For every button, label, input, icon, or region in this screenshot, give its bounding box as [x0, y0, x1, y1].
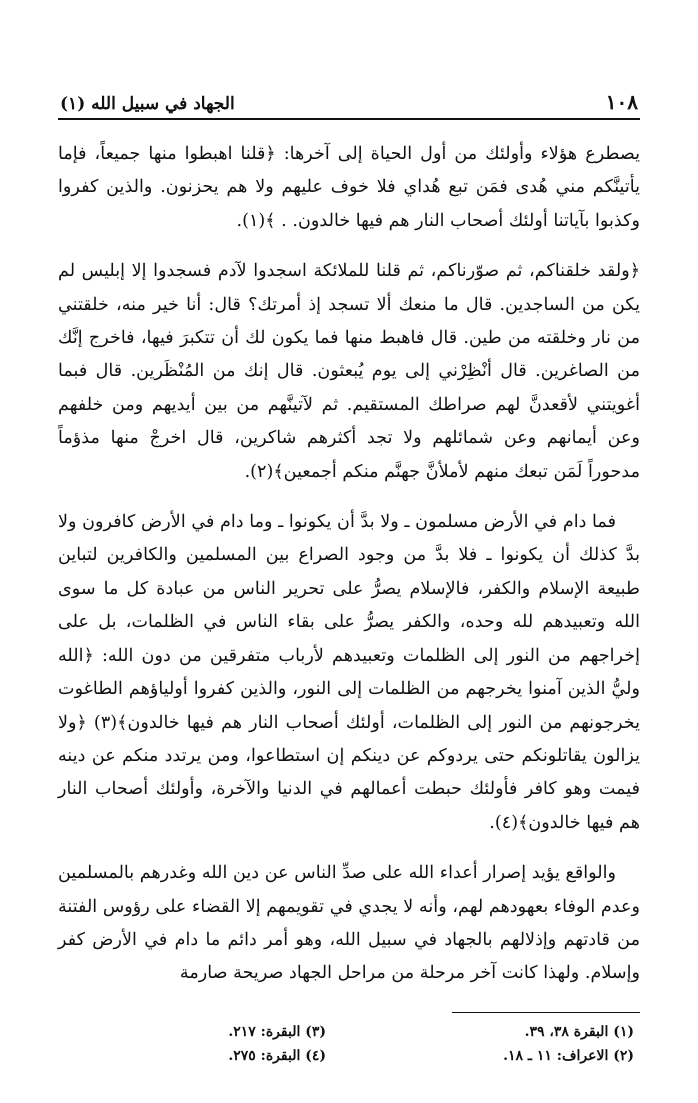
footnote: (١) البقرة ٣٨، ٣٩. — [524, 1023, 634, 1040]
running-header — [58, 86, 640, 120]
page-number: ١٠٨ — [605, 90, 638, 114]
paragraph: يصطرع هؤلاء وأولئك من أول الحياة إلى آخرها: ﴿قلنا اهبطوا منها جميعاً، فإما يأتينَّكم مني هُدى فمَن تبع هُداي فلا خوف عليهم ولا هم يحزنون. والذين كفروا وكذبوا بآياتنا أولئك أصحاب النار هم فيها خالدون. . ﴾(١). — [58, 144, 640, 231]
footnote: (٣) البقرة: ٢١٧. — [228, 1023, 326, 1040]
footnote: (٢) الاعراف: ١١ ـ ١٨. — [503, 1047, 634, 1064]
book-page — [58, 86, 640, 1067]
paragraph: والواقع يؤيد إصرار أعداء الله على صدِّ الناس عن دين الله وغدرهم بالمسلمين وعدم الوفاء بعهودهم لهم، وأنه لا يجدي في تقويمهم إلا القضاء على رؤوس الفتنة من قادتهم وإذلالهم بالجهاد في سبيل الله، وهو أمر دائم ما دام في الأرض كفر وإسلام. ولهذا كانت آخر مرحلة من مراحل الجهاد صريحة صارمة — [58, 863, 640, 984]
footnote-divider-wrap — [58, 1008, 640, 1013]
paragraph: فما دام في الأرض مسلمون ـ ولا بدَّ أن يكونوا ـ وما دام في الأرض كافرون ولا بدَّ كذلك أن يكونوا ـ فلا بدَّ من وجود الصراع بين المسلمين والكافرين لتباين طبيعة الإسلام والكفر، فالإسلام يصرُّ على تحرير الناس من عبادة كل ما سوى الله وتعبيدهم لله وحده، والكفر يصرُّ على بقاء الناس في الظلمات، بل على إخراجهم من النور إلى الظلمات وتعبيدهم لأرباب متفرقين من دون الله: ﴿الله وليُّ الذين آمنوا يخرجهم من الظلمات إلى النور، والذين كفروا أولياؤهم الطاغوت يخرجونهم من النور إلى الظلمات، أولئك أصحاب النار هم فيها خالدون﴾(٣) ﴿ولا يزالون يقاتلونكم حتى يردوكم عن دينكم إن استطاعوا، ومن يرتدد منكم عن دينه فيمت وهو كافر فأولئك حبطت أعمالهم في الدنيا والآخرة، وأولئك أصحاب النار هم فيها خالدون﴾(٤). — [58, 512, 641, 833]
page-body — [58, 138, 640, 991]
footnote-divider — [452, 1012, 640, 1013]
paragraph: ﴿ولقد خلقناكم، ثم صوّرناكم، ثم قلنا للملائكة اسجدوا لآدم فسجدوا إلا إبليس لم يكن من الساجدين. قال ما منعك ألا تسجد إذ أمرتك؟ قال: أنا خير منه، خلقتني من نار وخلقته من طين. قال فاهبط منها فما يكون لك أن تتكبرَ فيها، فاخرج إنَّك من الصاغرين. قال أنْظِرْني إلى يوم يُبعثون. قال إنك من المُنْظَرين. قال فبما أغويتني لأقعدنَّ لهم صراطك المستقيم. ثم لآتينَّهم من بين أيديهم ومن خلفهم وعن أيمانهم وعن شمائلهم ولا تجد أكثرهم شاكرين، قال اخرجْ منها مذؤماً مدحوراً لَمَن تبعك منهم لأملأنَّ جهنَّم منكم أجمعين﴾(٢). — [58, 261, 640, 482]
footnotes — [58, 1021, 640, 1067]
running-title: الجهاد في سبيل الله (١) — [60, 94, 235, 114]
footnote: (٤) البقرة: ٢٧٥. — [228, 1047, 326, 1064]
